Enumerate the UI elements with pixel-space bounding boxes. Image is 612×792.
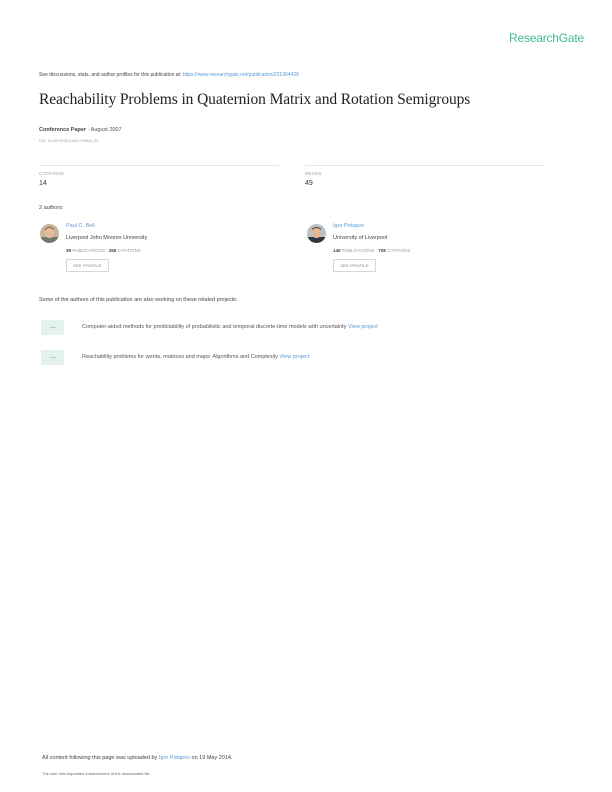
publication-title: Reachability Problems in Quaternion Matrix and Rotation Semigroups <box>39 91 471 108</box>
project-icon <box>41 350 64 365</box>
project-thumbnail-icon <box>41 350 64 365</box>
author-stats <box>66 248 141 253</box>
author-name-link[interactable]: Igor Potapov <box>333 223 365 229</box>
divider-right <box>305 165 545 166</box>
author-publications-count: 39 <box>66 248 72 253</box>
project-thumbnail-icon <box>41 320 64 335</box>
author-citations-label: CITATIONS <box>385 248 411 253</box>
publication-type-line <box>39 127 122 133</box>
divider-left <box>39 165 279 166</box>
project-title: Computer-aided methods for predictability of probabilistic and temporal discrete-time models with uncertainty <box>82 324 348 330</box>
authors-label: 2 authors: <box>39 205 64 211</box>
author-citations-count: 708 <box>378 248 386 253</box>
see-profile-button[interactable]: SEE PROFILE <box>333 259 376 272</box>
project-icon <box>41 320 64 335</box>
avatar[interactable] <box>307 224 326 243</box>
avatar[interactable] <box>40 224 59 243</box>
project-item <box>82 354 309 360</box>
author-name-link[interactable]: Paul C. Bell <box>66 223 95 229</box>
author-institution: University of Liverpool <box>333 235 388 241</box>
publication-url-link[interactable]: https://www.researchgate.net/publication/221964428 <box>182 72 299 78</box>
view-project-link[interactable]: View project <box>347 324 378 330</box>
upload-date: on 19 May 2014. <box>190 755 233 761</box>
author-stats <box>333 248 410 253</box>
author-citations-label: CITATIONS <box>116 248 141 253</box>
author-publications-label: PUBLICATIONS <box>340 248 375 253</box>
publication-date: · August 2007 <box>86 127 122 133</box>
upload-notice <box>42 755 233 761</box>
see-discussions-text: See discussions, stats, and author profiles for this publication at: <box>39 72 183 78</box>
see-discussions-line <box>39 72 299 78</box>
author-photo-icon <box>307 224 326 243</box>
enhancement-note: The user has requested enhancement of the downloaded file. <box>42 771 151 776</box>
author-institution: Liverpool John Moores University <box>66 235 148 241</box>
related-projects-label: Some of the authors of this publication are also working on these related projects: <box>39 297 238 303</box>
reads-label: READS <box>305 171 322 176</box>
uploader-link[interactable]: Igor Potapov <box>158 755 190 761</box>
upload-prefix: All content following this page was uploaded by <box>42 755 159 761</box>
see-profile-button[interactable]: SEE PROFILE <box>66 259 109 272</box>
author-citations-count: 265 <box>108 248 117 253</box>
citations-value: 14 <box>39 180 47 187</box>
project-item <box>82 324 378 330</box>
project-title: Reachability problems for words, matrices and maps: Algorithms and Complexity <box>82 354 280 360</box>
researchgate-logo[interactable]: ResearchGate <box>509 31 584 45</box>
citations-label: CITATIONS <box>39 171 65 176</box>
author-publications-label: PUBLICATIONS <box>71 248 105 253</box>
reads-value: 49 <box>305 180 313 187</box>
author-photo-icon <box>40 224 59 243</box>
publication-type: Conference Paper <box>39 127 87 133</box>
view-project-link[interactable]: View project <box>279 354 310 360</box>
publication-doi: DOI: 10.1007/978-3-540-74456-6_22 <box>39 139 99 143</box>
author-publications-count: 140 <box>333 248 341 253</box>
